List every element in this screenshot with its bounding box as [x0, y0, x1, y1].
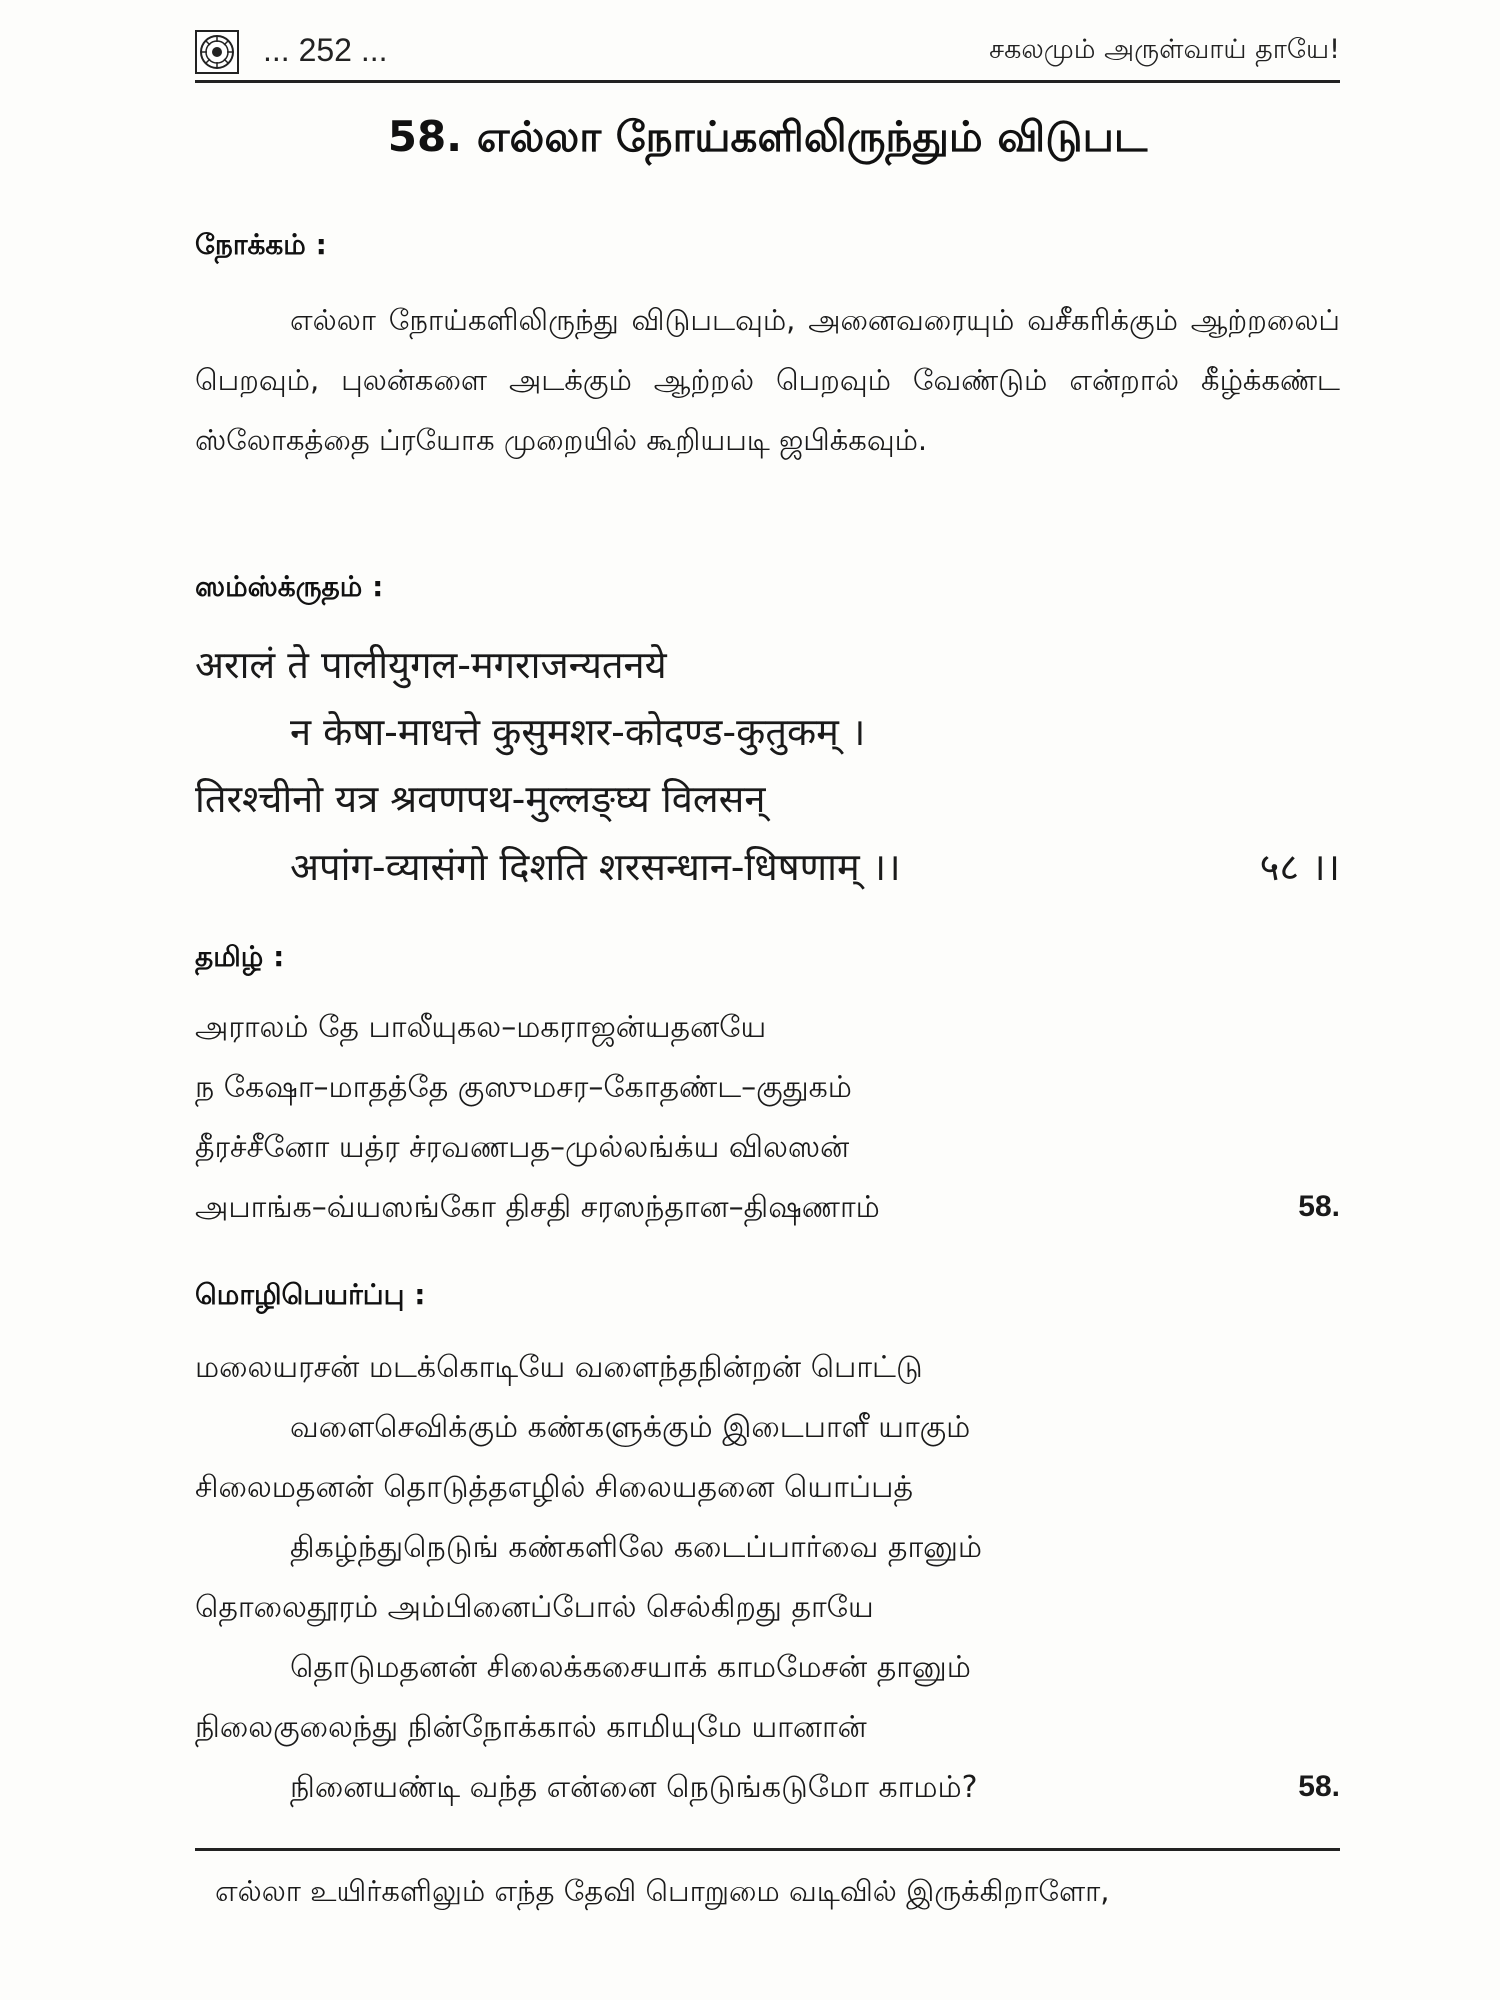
page-number: ... 252 ...	[263, 32, 388, 68]
purpose-paragraph: எல்லா நோய்களிலிருந்து விடுபடவும், அனைவரையும் வசீகரிக்கும் ஆற்றலைப் பெறவும், புலன்களை அடக்கும் ஆற்றல் பெறவும் வேண்டும் என்றால் கீழ்க்கண்ட ஸ்லோகத்தை ப்ரயோக முறையில் கூறியபடி ஜபிக்கவும்.	[195, 303, 1340, 457]
translation-line-7: நிலைகுலைந்து நின்நோக்கால் காமியுமே யானான்	[195, 1710, 867, 1745]
translation-line-8: நினையண்டி வந்த என்னை நெடுங்கடுமோ காமம்?	[290, 1770, 978, 1805]
tamil-line-2: ந கேஷா–மாதத்தே குஸுமசர–கோதண்ட–குதுகம்	[195, 1070, 852, 1105]
tamil-verse-number: 58.	[1298, 1190, 1340, 1223]
chapter-title: 58. எல்லா நோய்களிலிருந்தும் விடுபட	[387, 112, 1148, 161]
translation-line-5: தொலைதூரம் அம்பினைப்போல் செல்கிறது தாயே	[195, 1590, 874, 1625]
sanskrit-heading: ஸம்ஸ்க்ருதம் :	[195, 570, 384, 603]
translation-line-6: தொடுமதனன் சிலைக்கசையாக் காமமேசன் தானும்	[290, 1650, 971, 1685]
tamil-line-3: தீரச்சீனோ யத்ர ச்ரவணபத–முல்லங்க்ய விலஸன்	[195, 1130, 850, 1165]
ornament-logo-icon	[195, 30, 239, 74]
translation-line-2: வளைசெவிக்கும் கண்களுக்கும் இடைபாளீ யாகும்	[290, 1410, 971, 1445]
translation-heading: மொழிபெயர்ப்பு :	[195, 1278, 426, 1311]
translation-line-4: திகழ்ந்துநெடுங் கண்களிலே கடைப்பார்வை தானும்	[290, 1530, 983, 1565]
translation-line-3: சிலைமதனன் தொடுத்தஎழில் சிலையதனை யொப்பத்	[195, 1470, 913, 1505]
tamil-line-4: அபாங்க–வ்யஸங்கோ திசதி சரஸந்தான–திஷணாம்	[195, 1190, 880, 1225]
footer-text: எல்லா உயிர்களிலும் எந்த தேவி பொறுமை வடிவில் இருக்கிறாளோ,	[215, 1874, 1110, 1908]
page-header	[195, 28, 1340, 83]
tamil-line-1: அராலம் தே பாலீயுகல–மகராஜன்யதனயே	[195, 1010, 767, 1045]
sanskrit-verse-number: ५८ ।।	[1259, 845, 1340, 889]
translation-verse-number: 58.	[1298, 1770, 1340, 1803]
sanskrit-line-4: अपांग-व्यासंगो दिशति शरसन्धान-धिषणाम् ।।	[290, 845, 901, 889]
footer-divider	[195, 1848, 1340, 1851]
translation-line-1: மலையரசன் மடக்கொடியே வளைந்தநின்றன் பொட்டு	[195, 1350, 923, 1385]
sanskrit-line-1: अरालं ते पालीयुगल-मगराजन्यतनये	[195, 643, 667, 687]
sanskrit-line-2: न केषा-माधत्ते कुसुमशर-कोदण्ड-कुतुकम् ।	[290, 710, 866, 754]
tamil-heading: தமிழ் :	[195, 940, 285, 973]
purpose-heading: நோக்கம் :	[195, 228, 327, 261]
running-title: சகலமும் அருள்வாய் தாயே!	[989, 34, 1340, 65]
sanskrit-line-3: तिरश्चीनो यत्र श्रवणपथ-मुल्लङ्घ्य विलसन्	[195, 777, 766, 821]
